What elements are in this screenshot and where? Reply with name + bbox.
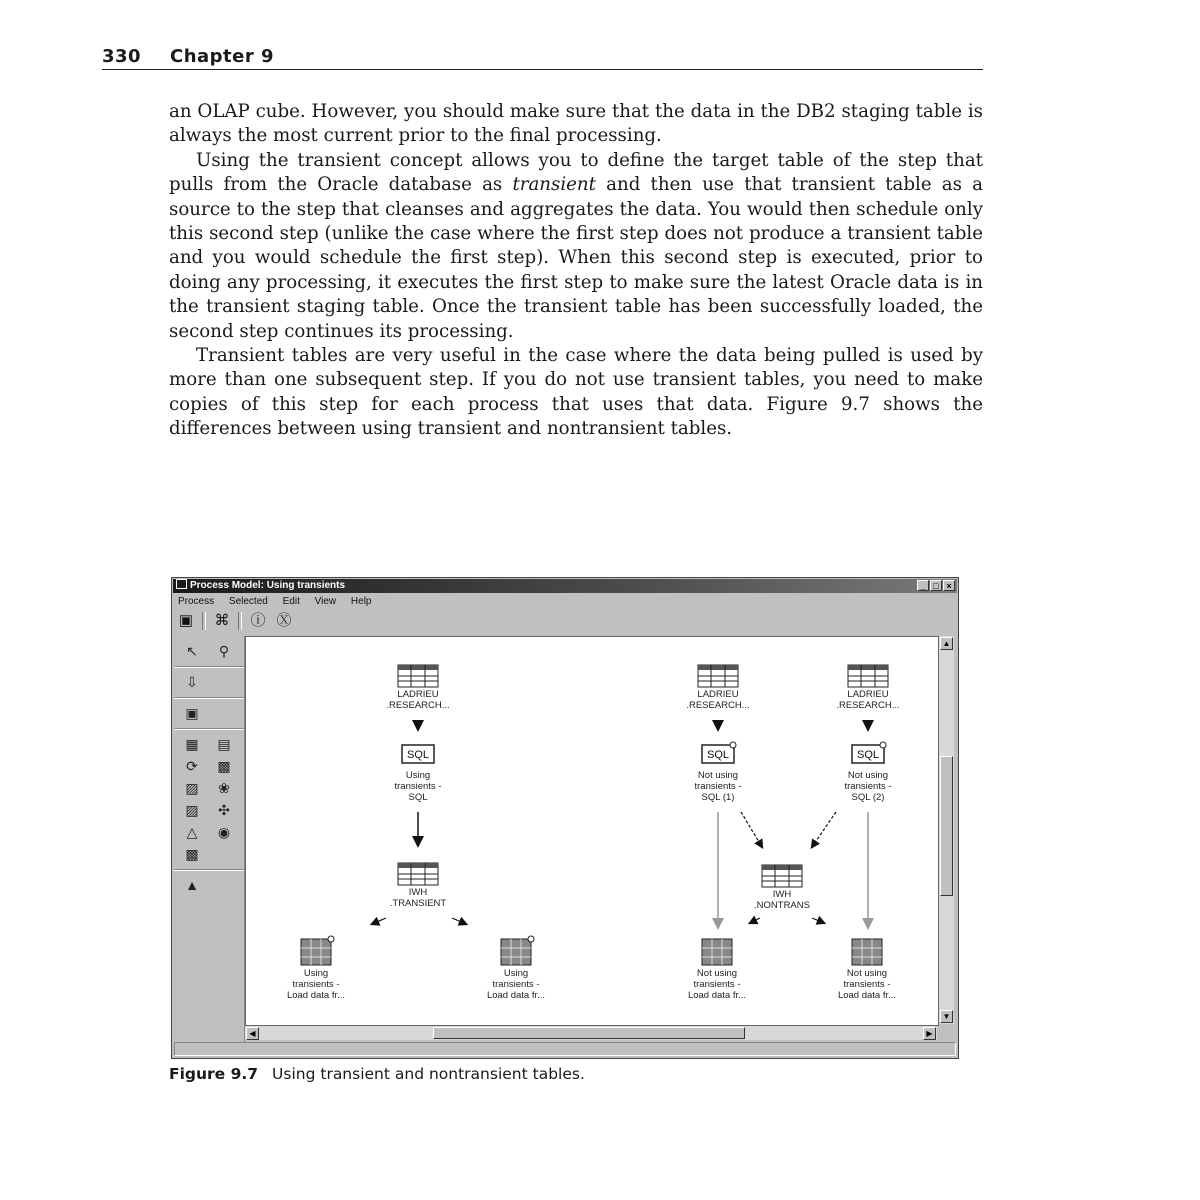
sql-icon	[702, 742, 736, 763]
menu-help[interactable]: Help	[350, 596, 372, 607]
figure-number: Figure 9.7	[169, 1065, 259, 1083]
node-label: Not using transients - Load data fr...	[837, 968, 897, 1001]
palette-group-select	[174, 636, 244, 667]
cube-icon	[702, 939, 732, 965]
cube-icon	[501, 936, 534, 965]
paragraph-2	[169, 149, 983, 344]
toolbar-separator	[238, 612, 242, 630]
node-load-1[interactable]	[261, 968, 371, 1001]
node-source-1[interactable]	[363, 689, 473, 711]
node-load-3[interactable]	[662, 968, 772, 1001]
pointer-tool-icon[interactable]: ↖	[186, 643, 198, 659]
window-controls	[916, 580, 955, 592]
figure-caption	[169, 1065, 983, 1083]
vertical-scroll-thumb[interactable]	[940, 756, 953, 896]
node-source-2[interactable]	[663, 689, 773, 711]
menu-edit[interactable]: Edit	[282, 596, 300, 607]
horizontal-scroll-thumb[interactable]	[433, 1027, 745, 1039]
note-tool-icon[interactable]: ▲	[185, 877, 199, 893]
vertical-scrollbar[interactable]	[939, 636, 954, 1024]
connector-tgt1-load1	[372, 918, 386, 924]
minimize-button[interactable]: _	[917, 580, 929, 591]
scroll-left-icon[interactable]: ◀	[246, 1027, 259, 1040]
sql-icon	[852, 742, 886, 763]
node-sql-3[interactable]	[813, 770, 923, 803]
scroll-down-icon[interactable]: ▼	[940, 1010, 953, 1023]
window-app-icon	[176, 579, 187, 589]
help-icon[interactable]: Ⓧ	[276, 612, 292, 629]
figure-caption-text: Using transient and nontransient tables.	[272, 1065, 585, 1083]
node-load-4[interactable]	[812, 968, 922, 1001]
network-tool-icon[interactable]: ▩	[185, 846, 199, 862]
palette-group-link	[174, 667, 244, 698]
data-link-tool-icon[interactable]: ⇩	[186, 674, 198, 690]
node-label: Using transients - Load data fr...	[286, 968, 346, 1001]
connector-tgt1-load2	[452, 918, 466, 924]
node-source-3[interactable]	[813, 689, 923, 711]
cube-tool-icon[interactable]: ▤	[217, 736, 231, 752]
toolbar	[176, 611, 954, 633]
menu-process[interactable]: Process	[178, 596, 215, 607]
diagram-canvas[interactable]	[245, 636, 939, 1026]
node-load-2[interactable]	[461, 968, 571, 1001]
table-icon	[398, 863, 438, 885]
window-title: Process Model: Using transients	[190, 580, 346, 591]
window-titlebar[interactable]	[173, 579, 957, 593]
palette-group-steps	[174, 729, 244, 870]
node-label: LADRIEU .RESEARCH...	[386, 689, 450, 711]
paragraph-2-end: and then use that transient table as a source to the step that cleanses and aggregates the data. You would then schedule only this second step (unlike the case where the first step does not produce a transient table and you would schedule the first step). When this second step is executed, prior to doing any processing, it executes the first step to make sure the latest Oracle data is in the transient staging table. Once the transient table has been successfully loaded, the second step continues its processing.	[169, 174, 983, 342]
paragraph-1: an OLAP cube. However, you should make sure that the data in the DB2 staging table is always the most current prior to the final processing.	[169, 101, 983, 147]
sql-icon-text-1: SQL	[406, 749, 430, 761]
node-sql-2[interactable]	[663, 770, 773, 803]
body-text	[169, 100, 983, 442]
node-target-transient[interactable]	[363, 887, 473, 909]
cube-icon	[301, 936, 334, 965]
scroll-right-icon[interactable]: ▶	[923, 1027, 936, 1040]
table-icon	[398, 665, 438, 687]
table-tool-icon[interactable]: ▦	[185, 736, 199, 752]
sql-icon-text-2: SQL	[706, 749, 730, 761]
transform-tool-icon[interactable]: ⟳	[186, 758, 198, 774]
close-button[interactable]: ×	[943, 580, 955, 591]
connector-tgt2-load4	[812, 918, 824, 923]
running-head	[102, 46, 983, 70]
horizontal-scrollbar[interactable]	[245, 1026, 937, 1040]
paragraph-3: Transient tables are very useful in the case where the data being pulled is used by more than one subsequent step. If you do not use transient tables, you need to make copies of this step for each process that uses that data. Figure 9.7 shows the differences between using transient and nontransient tables.	[169, 345, 983, 440]
node-label: IWH .TRANSIENT	[389, 887, 447, 909]
status-bar	[174, 1042, 956, 1056]
scroll-up-icon[interactable]: ▲	[940, 637, 953, 650]
source-tool-icon[interactable]: ▣	[185, 705, 199, 721]
table-icon	[848, 665, 888, 687]
menu-selected[interactable]: Selected	[228, 596, 268, 607]
file-tool-icon[interactable]: ▨	[185, 780, 199, 796]
node-label: Not using transients - SQL (2)	[844, 770, 892, 803]
grid-tool-icon[interactable]: ▩	[217, 758, 231, 774]
node-label: LADRIEU .RESEARCH...	[686, 689, 750, 711]
palette-group-note	[174, 870, 244, 900]
node-label: Using transients - Load data fr...	[486, 968, 546, 1001]
chapter-title: Chapter 9	[170, 46, 275, 67]
node-target-nontrans[interactable]	[727, 889, 837, 911]
sql-icon-text-3: SQL	[856, 749, 880, 761]
save-icon[interactable]: ▣	[178, 612, 194, 629]
program-tool-icon[interactable]: ❀	[218, 780, 230, 796]
node-label: Not using transients - Load data fr...	[687, 968, 747, 1001]
split-tool-icon[interactable]: ✣	[218, 802, 230, 818]
info-icon[interactable]: ⓘ	[250, 612, 266, 629]
page-number: 330	[102, 46, 142, 67]
user-tool-icon[interactable]: ◉	[217, 824, 231, 840]
menu-bar	[178, 595, 383, 609]
toolbar-separator	[202, 612, 206, 630]
paragraph-2-start: Using the transient concept allows you to define the target table of the step that pulls from the Oracle database as	[169, 149, 983, 196]
warning-tool-icon[interactable]: △	[186, 824, 198, 840]
node-sql-1[interactable]	[363, 770, 473, 803]
node-label: Not using transients - SQL (1)	[694, 770, 742, 803]
connector-sql3-tgt2	[812, 812, 836, 847]
zoom-tool-icon[interactable]: ⚲	[218, 643, 230, 659]
connector-sql2-tgt2	[741, 812, 762, 847]
table-icon	[762, 865, 802, 887]
node-label: LADRIEU .RESEARCH...	[836, 689, 900, 711]
node-label: Using transients - SQL	[394, 770, 442, 803]
tree-icon[interactable]: ⌘	[214, 612, 230, 629]
table-icon	[698, 665, 738, 687]
connector-tgt2-load3	[750, 918, 760, 923]
paragraph-2-emphasis: transient	[512, 174, 596, 196]
menu-view[interactable]: View	[314, 596, 337, 607]
sql-icon	[402, 745, 434, 763]
process-model-window	[171, 577, 959, 1059]
cube-icon	[852, 939, 882, 965]
maximize-button[interactable]: □	[930, 580, 942, 591]
node-label: IWH .NONTRANS	[754, 889, 810, 911]
tool-palette	[174, 636, 245, 1042]
monitor-tool-icon[interactable]: ▨	[185, 802, 199, 818]
palette-group-source	[174, 698, 244, 729]
